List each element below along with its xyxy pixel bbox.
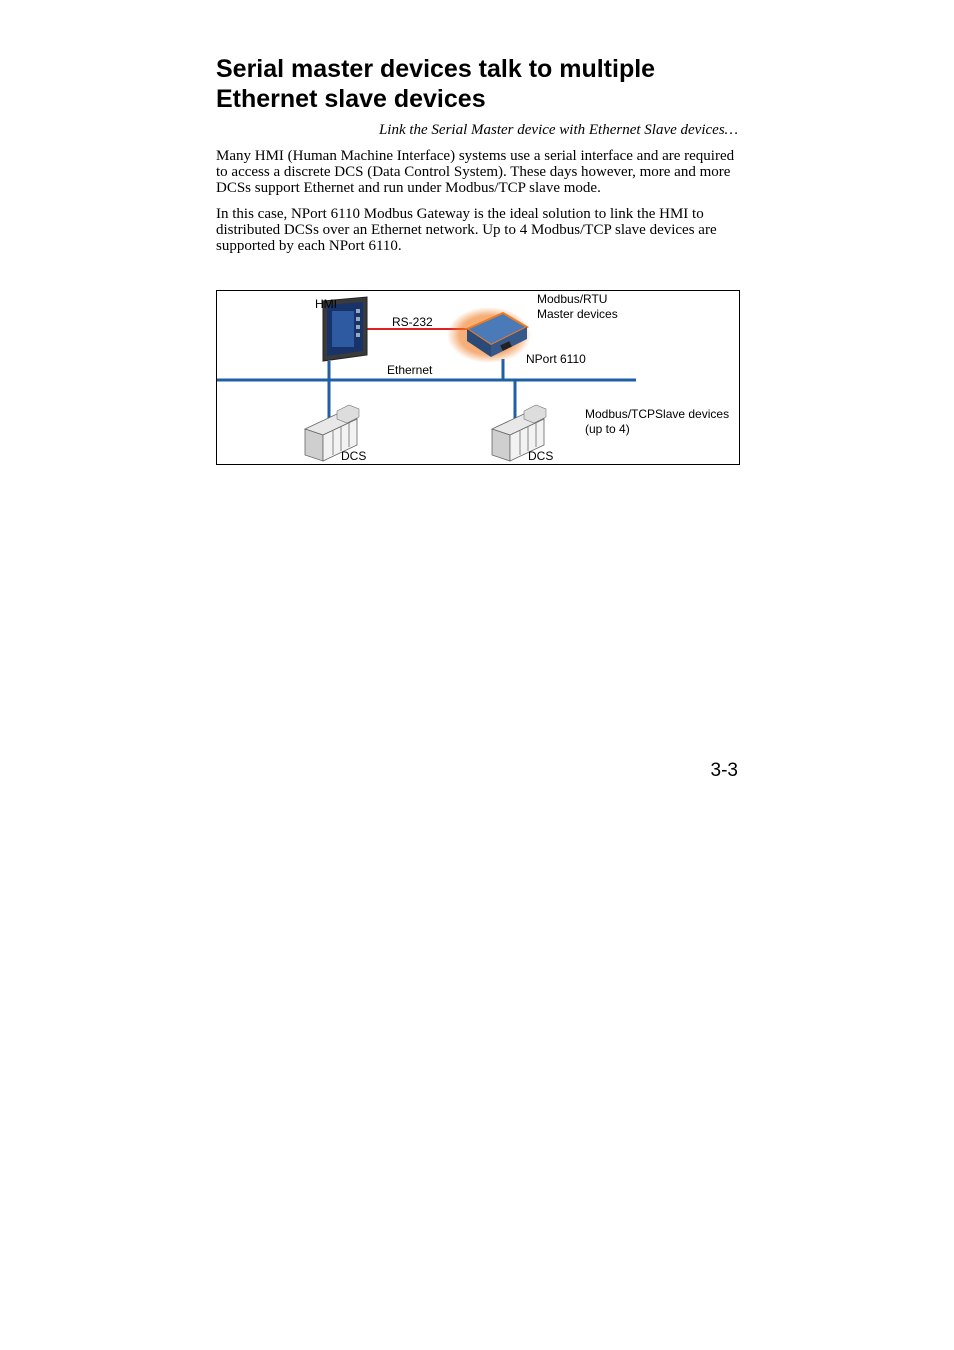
dcs-right-label: DCS xyxy=(528,449,554,463)
page-title-line2: Ethernet slave devices xyxy=(216,85,486,113)
paragraph-nport-solution: In this case, NPort 6110 Modbus Gateway is the ideal solution to link the HMI to distributed DCSs over an Ethernet network. Up to 4 Modbus/TCP slave devices are supported by each NPort 6110. xyxy=(216,206,717,254)
rs232-label: RS-232 xyxy=(392,315,433,329)
master-label-line2: Master devices xyxy=(537,307,618,321)
slave-label-line2: (up to 4) xyxy=(585,422,630,436)
master-label-line1: Modbus/RTU xyxy=(537,292,608,306)
page-number: 3-3 xyxy=(710,760,738,781)
slave-devices-label xyxy=(585,407,729,437)
master-devices-label xyxy=(537,292,618,322)
page-title-line1: Serial master devices talk to multiple xyxy=(216,55,656,83)
network-diagram-drawing xyxy=(217,291,739,464)
network-diagram xyxy=(216,290,740,465)
slave-label-line1: Modbus/TCPSlave devices xyxy=(585,407,730,421)
hmi-label: HMI xyxy=(315,297,337,311)
section-subtitle: Link the Serial Master device with Ethernet Slave devices… xyxy=(378,122,738,138)
paragraph-hmi-intro: Many HMI (Human Machine Interface) systems use a serial interface and are required to access a discrete DCS (Data Control System). These days however, more and more DCSs support Ethernet and run under Modbus/TCP slave mode. xyxy=(216,148,735,196)
dcs-left-label: DCS xyxy=(341,449,367,463)
ethernet-label: Ethernet xyxy=(387,363,433,377)
nport-label: NPort 6110 xyxy=(526,352,586,366)
nport-6110-device-icon xyxy=(447,307,531,363)
page-title xyxy=(216,54,756,114)
